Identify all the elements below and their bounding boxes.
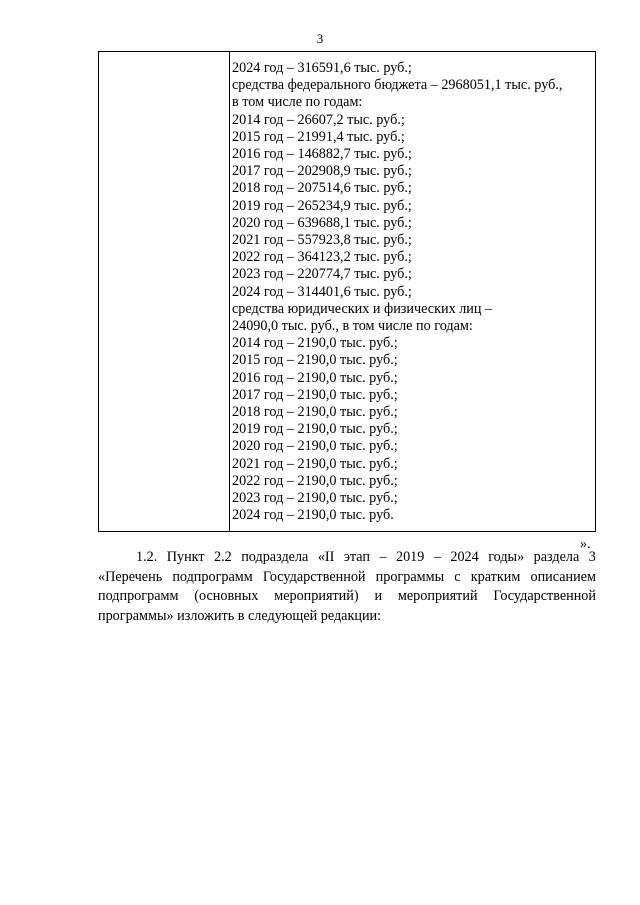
table-line: 2018 год – 207514,6 тыс. руб.; [232,180,412,197]
table-line: 2021 год – 557923,8 тыс. руб.; [232,232,412,249]
table-line: 2019 год – 265234,9 тыс. руб.; [232,197,412,214]
amendment-paragraph [98,548,596,626]
paragraph-line: 1.2. Пункт 2.2 подраздела «II этап – 2019 – 2024 годы» раздела 3 [136,549,596,565]
table-line: 24090,0 тыс. руб., в том числе по годам: [232,318,473,335]
table-line: средства юридических и физических лиц – [232,300,493,317]
table-line: 2016 год – 2190,0 тыс. руб.; [232,369,398,386]
table-left-cell [99,52,230,531]
table-line: 2015 год – 2190,0 тыс. руб.; [232,352,398,369]
table-line: 2016 год – 146882,7 тыс. руб.; [232,146,412,163]
page-number: 3 [316,31,324,46]
table-line: 2021 год – 2190,0 тыс. руб.; [232,455,398,472]
table-line: 2022 год – 364123,2 тыс. руб.; [232,249,412,266]
paragraph-line: «Перечень подпрограмм Государственной программы с кратким описанием [98,568,596,585]
table-line: 2017 год – 202908,9 тыс. руб.; [232,163,412,180]
table-right-cell [232,60,592,524]
table-line: 2014 год – 2190,0 тыс. руб.; [232,335,398,352]
table-line: в том числе по годам: [232,94,363,111]
table-line: 2020 год – 639688,1 тыс. руб.; [232,214,412,231]
funding-table [98,51,596,532]
table-line: 2022 год – 2190,0 тыс. руб.; [232,472,398,489]
table-line: 2019 год – 2190,0 тыс. руб.; [232,421,398,438]
table-line: 2024 год – 314401,6 тыс. руб.; [232,283,412,300]
table-line: 2023 год – 220774,7 тыс. руб.; [232,266,412,283]
table-line: средства федерального бюджета – 2968051,1 тыс. руб., [232,77,563,94]
table-line: 2015 год – 21991,4 тыс. руб.; [232,128,405,145]
table-line: 2023 год – 2190,0 тыс. руб.; [232,490,398,507]
table-line: 2014 год – 26607,2 тыс. руб.; [232,111,405,128]
table-line: 2020 год – 2190,0 тыс. руб.; [232,438,398,455]
table-line: 2024 год – 2190,0 тыс. руб. [232,507,394,524]
closing-quote: ». [580,536,591,552]
paragraph-line: программы» изложить в следующей редакции: [98,607,382,624]
table-line: 2024 год – 316591,6 тыс. руб.; [232,60,412,76]
table-line: 2017 год – 2190,0 тыс. руб.; [232,386,398,403]
table-line: 2018 год – 2190,0 тыс. руб.; [232,404,398,421]
paragraph-line: подпрограмм (основных мероприятий) и мероприятий Государственной [98,588,596,604]
